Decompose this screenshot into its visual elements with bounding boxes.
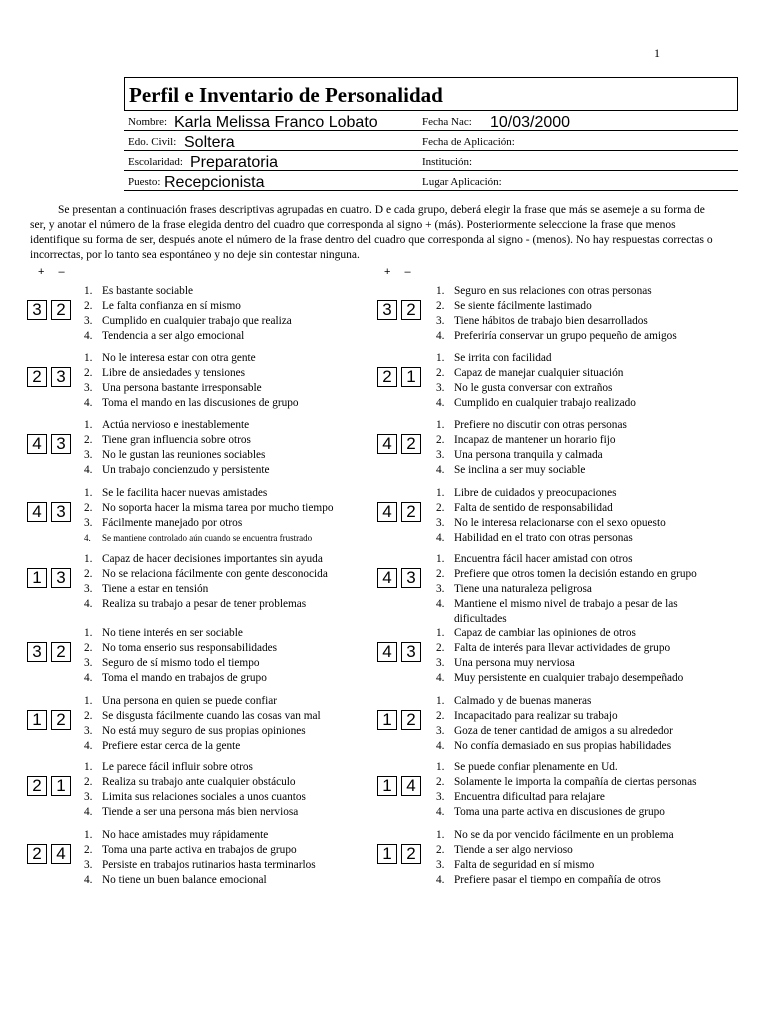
statement-number: 1. [436,553,445,565]
statement-item [436,597,729,627]
statement-number: 2. [436,710,445,722]
statement-item [84,671,277,686]
statement-text: Toma el mando en las discusiones de grupo [102,397,299,409]
statement-item [84,626,277,641]
statement-text: Capaz de hacer decisiones importantes sin ayuda [102,553,323,565]
statement-list [436,351,636,411]
row-edo-civil [124,131,738,151]
statement-text: Falta de sentido de responsabilidad [454,502,613,514]
statement-list [84,284,292,344]
statement-item [84,694,321,709]
statement-number: 2. [84,776,93,788]
statement-number: 3. [84,859,93,871]
statement-item [84,828,316,843]
statement-number: 3. [84,657,93,669]
statement-text: Prefiere no discutir con otras personas [454,419,627,431]
statement-text: Tiende a ser una persona más bien nerviosa [102,806,299,818]
statement-item [436,433,627,448]
statement-item [436,873,674,888]
statement-item [84,284,292,299]
statement-item [84,873,316,888]
statement-number: 4. [84,740,93,752]
statement-text: Encuentra fácil hacer amistad con otros [454,553,633,565]
plus-answer-box[interactable]: 2 [377,367,397,387]
minus-answer-box[interactable]: 2 [401,710,421,730]
statement-item [84,486,334,501]
statement-item [436,671,683,686]
statement-text: Tiende a ser algo nervioso [454,844,573,856]
statement-item [84,805,306,820]
statement-number: 3. [436,382,445,394]
statement-item [84,709,321,724]
statement-list [84,626,277,686]
statement-number: 1. [436,419,445,431]
statement-item [436,351,636,366]
statement-number: 4. [84,397,93,409]
statement-text: Una persona muy nerviosa [454,657,575,669]
signs-left [38,266,79,278]
statement-item [436,626,683,641]
statement-number: 1. [84,487,93,499]
statement-item [84,299,292,314]
statement-item [436,486,666,501]
statement-number: 1. [84,553,93,565]
statement-text: Mantiene el mismo nivel de trabajo a pesar de las dificultades [454,598,678,625]
plus-sign: + [38,266,45,278]
plus-answer-box[interactable]: 1 [27,568,47,588]
statement-text: Se siente fácilmente lastimado [454,300,592,312]
statement-list [84,760,306,820]
statement-number: 3. [436,449,445,461]
statement-list [436,418,627,478]
statement-number: 1. [436,487,445,499]
statement-list [84,828,316,888]
statement-number: 3. [84,315,93,327]
plus-answer-box[interactable]: 4 [377,642,397,662]
statement-number: 2. [84,300,93,312]
statement-text: Incapaz de mantener un horario fijo [454,434,616,446]
minus-answer-box[interactable]: 2 [401,844,421,864]
statement-text: No le gustan las reuniones sociables [102,449,266,461]
statement-item [436,531,666,546]
statement-number: 4. [436,397,445,409]
minus-answer-box[interactable]: 3 [401,642,421,662]
statement-number: 1. [436,695,445,707]
statement-text: Se le facilita hacer nuevas amistades [102,487,268,499]
statement-item [84,597,328,612]
statement-list [436,828,674,888]
statement-number: 1. [436,352,445,364]
fecha-aplicacion-label: Fecha de Aplicación: [422,136,515,148]
statement-item [436,656,683,671]
statement-text: Tiene una naturaleza peligrosa [454,583,592,595]
edo-civil-field[interactable]: Soltera [184,134,235,151]
minus-answer-box[interactable]: 3 [51,434,71,454]
form-header [124,77,738,191]
statement-item [84,418,270,433]
row-nombre [124,111,738,131]
statement-item [84,366,299,381]
plus-answer-box[interactable]: 1 [377,844,397,864]
statement-item [436,329,677,344]
statement-item [84,843,316,858]
statement-list [84,552,328,612]
statement-number: 1. [84,285,93,297]
plus-sign: + [384,266,391,278]
statement-text: Se disgusta fácilmente cuando las cosas van mal [102,710,321,722]
statement-item [436,790,696,805]
statement-text: Prefiere estar cerca de la gente [102,740,241,752]
edo-civil-label: Edo. Civil: [128,136,177,148]
statement-item [436,775,696,790]
statement-text: Toma el mando en trabajos de grupo [102,672,267,684]
statement-text: Un trabajo concienzudo y persistente [102,464,270,476]
statement-item [436,448,627,463]
nombre-field[interactable]: Karla Melissa Franco Lobato [174,114,378,131]
statement-item [84,775,306,790]
plus-answer-box[interactable]: 3 [27,642,47,662]
statement-number: 4. [436,464,445,476]
fecha-nac-field[interactable]: 10/03/2000 [490,114,571,131]
statement-number: 3. [84,449,93,461]
statement-item [436,582,729,597]
statement-item [436,463,627,478]
statement-number: 2. [436,568,445,580]
statement-item [436,739,673,754]
statement-text: No se da por vencido fácilmente en un problema [454,829,674,841]
statement-text: Una persona bastante irresponsable [102,382,262,394]
statement-number: 1. [436,627,445,639]
statement-number: 2. [84,568,93,580]
statement-text: Una persona tranquila y calmada [454,449,603,461]
plus-answer-box[interactable]: 2 [27,776,47,796]
statement-text: Cumplido en cualquier trabajo realizado [454,397,636,409]
statement-text: No le interesa relacionarse con el sexo opuesto [454,517,666,529]
statement-text: No confía demasiado en sus propias habilidades [454,740,672,752]
statement-text: Libre de cuidados y preocupaciones [454,487,617,499]
statement-number: 3. [84,517,93,529]
statement-text: Se mantiene controlado aún cuando se encuentra frustrado [102,533,313,543]
statement-list [84,418,270,478]
escolaridad-label: Escolaridad: [128,156,183,168]
statement-item [436,284,677,299]
statement-number: 2. [436,642,445,654]
statement-item [84,531,334,546]
statement-item [84,351,299,366]
statement-number: 1. [436,829,445,841]
minus-answer-box[interactable]: 3 [401,568,421,588]
statement-text: Le parece fácil influir sobre otros [102,761,253,773]
statement-number: 3. [84,382,93,394]
statement-number: 4. [84,464,93,476]
statement-list [436,626,683,686]
statement-number: 1. [436,761,445,773]
statement-text: Tendencia a ser algo emocional [102,330,245,342]
statement-item [84,641,277,656]
statement-number: 1. [84,761,93,773]
statement-item [436,396,636,411]
minus-answer-box[interactable]: 2 [401,434,421,454]
statement-item [436,760,696,775]
statement-number: 2. [436,367,445,379]
statement-number: 1. [84,419,93,431]
row-puesto [124,171,738,191]
statement-text: Encuentra dificultad para relajare [454,791,605,803]
statement-text: Es bastante sociable [102,285,193,297]
minus-answer-box[interactable]: 1 [51,776,71,796]
statement-text: Fácilmente manejado por otros [102,517,243,529]
minus-sign: – [404,266,411,278]
statement-text: Actúa nervioso e inestablemente [102,419,250,431]
statement-item [84,858,316,873]
statement-item [436,724,673,739]
statement-number: 4. [84,533,91,543]
statement-number: 3. [436,657,445,669]
statement-text: Capaz de manejar cualquier situación [454,367,624,379]
statement-text: Prefiere pasar el tiempo en compañía de otros [454,874,661,886]
statement-text: Se inclina a ser muy sociable [454,464,586,476]
plus-answer-box[interactable]: 1 [27,710,47,730]
statement-text: Incapacitado para realizar su trabajo [454,710,618,722]
statement-text: Goza de tener cantidad de amigos a su alrededor [454,725,673,737]
statement-list [84,351,299,411]
statement-item [436,381,636,396]
statement-item [436,418,627,433]
statement-item [84,396,299,411]
statement-text: Limita sus relaciones sociales a unos cuantos [102,791,306,803]
row-escolaridad [124,151,738,171]
statement-text: Prefiere que otros tomen la decisión estando en grupo [454,568,697,580]
statement-item [436,299,677,314]
statement-item [84,552,328,567]
statement-item [84,516,334,531]
statement-item [84,329,292,344]
statement-text: Tiene gran influencia sobre otros [102,434,251,446]
statement-number: 2. [84,367,93,379]
statement-item [84,760,306,775]
plus-answer-box[interactable]: 4 [27,434,47,454]
escolaridad-field[interactable]: Preparatoria [190,154,279,171]
statement-item [84,567,328,582]
statement-item [84,739,321,754]
statement-list [436,284,677,344]
minus-answer-box[interactable]: 2 [51,300,71,320]
statement-number: 2. [84,502,93,514]
statement-item [84,582,328,597]
plus-answer-box[interactable]: 4 [377,434,397,454]
statement-item [436,552,729,567]
statement-text: No tiene interés en ser sociable [102,627,243,639]
statement-item [436,366,636,381]
statement-text: No hace amistades muy rápidamente [102,829,269,841]
statement-item [436,501,666,516]
statement-list [84,694,321,754]
page-title: Perfil e Inventario de Personalidad [124,77,738,111]
statement-item [84,314,292,329]
statement-number: 4. [84,672,93,684]
statement-number: 2. [84,710,93,722]
statement-text: Libre de ansiedades y tensiones [102,367,246,379]
statement-number: 3. [436,859,445,871]
statement-item [84,656,277,671]
statement-text: No soporta hacer la misma tarea por mucho tiempo [102,502,334,514]
statement-text: No le gusta conversar con extraños [454,382,613,394]
plus-answer-box[interactable]: 1 [377,776,397,796]
fecha-nac-label: Fecha Nac: [422,116,472,128]
statement-number: 3. [436,583,445,595]
statement-item [436,314,677,329]
lugar-aplicacion-label: Lugar Aplicación: [422,176,502,188]
statement-number: 3. [84,791,93,803]
plus-answer-box[interactable]: 3 [377,300,397,320]
statement-number: 2. [436,502,445,514]
statement-item [436,516,666,531]
statement-number: 3. [436,791,445,803]
statement-number: 2. [436,434,445,446]
statement-item [436,709,673,724]
statement-item [436,694,673,709]
statement-item [84,724,321,739]
statement-text: No tiene un buen balance emocional [102,874,267,886]
statement-number: 3. [436,725,445,737]
minus-answer-box[interactable]: 4 [401,776,421,796]
statement-item [436,843,674,858]
statement-item [436,828,674,843]
minus-answer-box[interactable]: 3 [51,568,71,588]
statement-number: 3. [84,583,93,595]
statement-number: 4. [84,330,93,342]
statement-number: 4. [436,806,445,818]
statement-text: Toma una parte activa en trabajos de grupo [102,844,297,856]
statement-text: Habilidad en el trato con otras personas [454,532,633,544]
statement-item [436,641,683,656]
statement-text: Falta de seguridad en sí mismo [454,859,595,871]
statement-number: 3. [436,517,445,529]
minus-answer-box[interactable]: 3 [51,502,71,522]
statement-number: 3. [436,315,445,327]
statement-text: No está muy seguro de sus propias opiniones [102,725,306,737]
statement-number: 2. [84,844,93,856]
statement-number: 4. [84,806,93,818]
statement-text: Realiza su trabajo a pesar de tener problemas [102,598,307,610]
statement-text: Toma una parte activa en discusiones de grupo [454,806,665,818]
page-number: 1 [654,46,660,60]
statement-text: Tiene a estar en tensión [102,583,209,595]
statement-text: No se relaciona fácilmente con gente desconocida [102,568,328,580]
statement-item [84,433,270,448]
statement-item [436,567,729,582]
statement-item [84,381,299,396]
statement-number: 4. [436,330,445,342]
statement-number: 4. [436,532,445,544]
minus-answer-box[interactable]: 2 [401,300,421,320]
plus-answer-box[interactable]: 3 [27,300,47,320]
statement-list [436,486,666,546]
statement-text: Seguro de sí mismo todo el tiempo [102,657,260,669]
minus-answer-box[interactable]: 1 [401,367,421,387]
statement-text: Calmado y de buenas maneras [454,695,592,707]
statement-text: Se puede confiar plenamente en Ud. [454,761,618,773]
statement-item [436,805,696,820]
statement-item [84,501,334,516]
statement-text: Persiste en trabajos rutinarios hasta terminarlos [102,859,316,871]
statement-text: No le interesa estar con otra gente [102,352,256,364]
statement-number: 2. [436,844,445,856]
statement-text: Cumplido en cualquier trabajo que realiza [102,315,292,327]
nombre-label: Nombre: [128,116,168,128]
puesto-label: Puesto: [128,176,161,188]
minus-answer-box[interactable]: 4 [51,844,71,864]
statement-number: 4. [436,598,445,610]
statement-text: Una persona en quien se puede confiar [102,695,278,707]
statement-number: 2. [84,434,93,446]
statement-number: 4. [84,874,93,886]
statement-list [436,552,729,627]
statement-text: Le falta confianza en sí mismo [102,300,241,312]
signs-right [384,266,425,278]
statement-number: 1. [84,695,93,707]
minus-answer-box[interactable]: 2 [51,642,71,662]
statement-number: 4. [436,874,445,886]
statement-list [84,486,334,546]
plus-answer-box[interactable]: 4 [27,502,47,522]
statement-text: Muy persistente en cualquier trabajo desempeñado [454,672,684,684]
institucion-label: Institución: [422,156,473,168]
statement-number: 4. [436,672,445,684]
plus-answer-box[interactable]: 1 [377,710,397,730]
statement-list [436,760,696,820]
statement-list [436,694,673,754]
statement-number: 1. [84,829,93,841]
statement-number: 4. [436,740,445,752]
instructions-text: Se presentan a continuación frases descriptivas agrupadas en cuatro. D e cada grupo, deberá elegir la frase que más se asemeje a su forma de ser, y anotar el número de la frase elegida dentro del cuadro que corresponda al signo + (más). Posteriormente seleccione la frase que menos identifique su forma de ser, después anote el número de la frase dentro del cuadro que corresponda al signo - (menos). No hay respuestas correctas o incorrectas, por lo tanto sea espontáneo y no deje sin contestar ninguna. [30,204,713,261]
minus-answer-box[interactable]: 2 [51,710,71,730]
statement-number: 1. [84,352,93,364]
statement-number: 3. [84,725,93,737]
statement-number: 2. [84,642,93,654]
puesto-field[interactable]: Recepcionista [164,174,265,191]
plus-answer-box[interactable]: 4 [377,568,397,588]
statement-text: Tiene hábitos de trabajo bien desarrollados [454,315,648,327]
statement-number: 2. [436,776,445,788]
minus-answer-box[interactable]: 3 [51,367,71,387]
plus-answer-box[interactable]: 4 [377,502,397,522]
plus-answer-box[interactable]: 2 [27,367,47,387]
minus-answer-box[interactable]: 2 [401,502,421,522]
statement-text: Falta de interés para llevar actividades de grupo [454,642,671,654]
statement-text: No toma enserio sus responsabilidades [102,642,278,654]
statement-number: 2. [436,300,445,312]
statement-text: Seguro en sus relaciones con otras personas [454,285,652,297]
statement-text: Realiza su trabajo ante cualquier obstáculo [102,776,296,788]
statement-text: Capaz de cambiar las opiniones de otros [454,627,636,639]
statement-item [436,858,674,873]
statement-number: 1. [436,285,445,297]
statement-item [84,790,306,805]
plus-answer-box[interactable]: 2 [27,844,47,864]
statement-text: Se irrita con facilidad [454,352,552,364]
statement-item [84,463,270,478]
statement-number: 1. [84,627,93,639]
statement-text: Solamente le importa la compañía de ciertas personas [454,776,697,788]
statement-item [84,448,270,463]
minus-sign: – [58,266,65,278]
statement-text: Preferiría conservar un grupo pequeño de amigos [454,330,677,342]
statement-number: 4. [84,598,93,610]
